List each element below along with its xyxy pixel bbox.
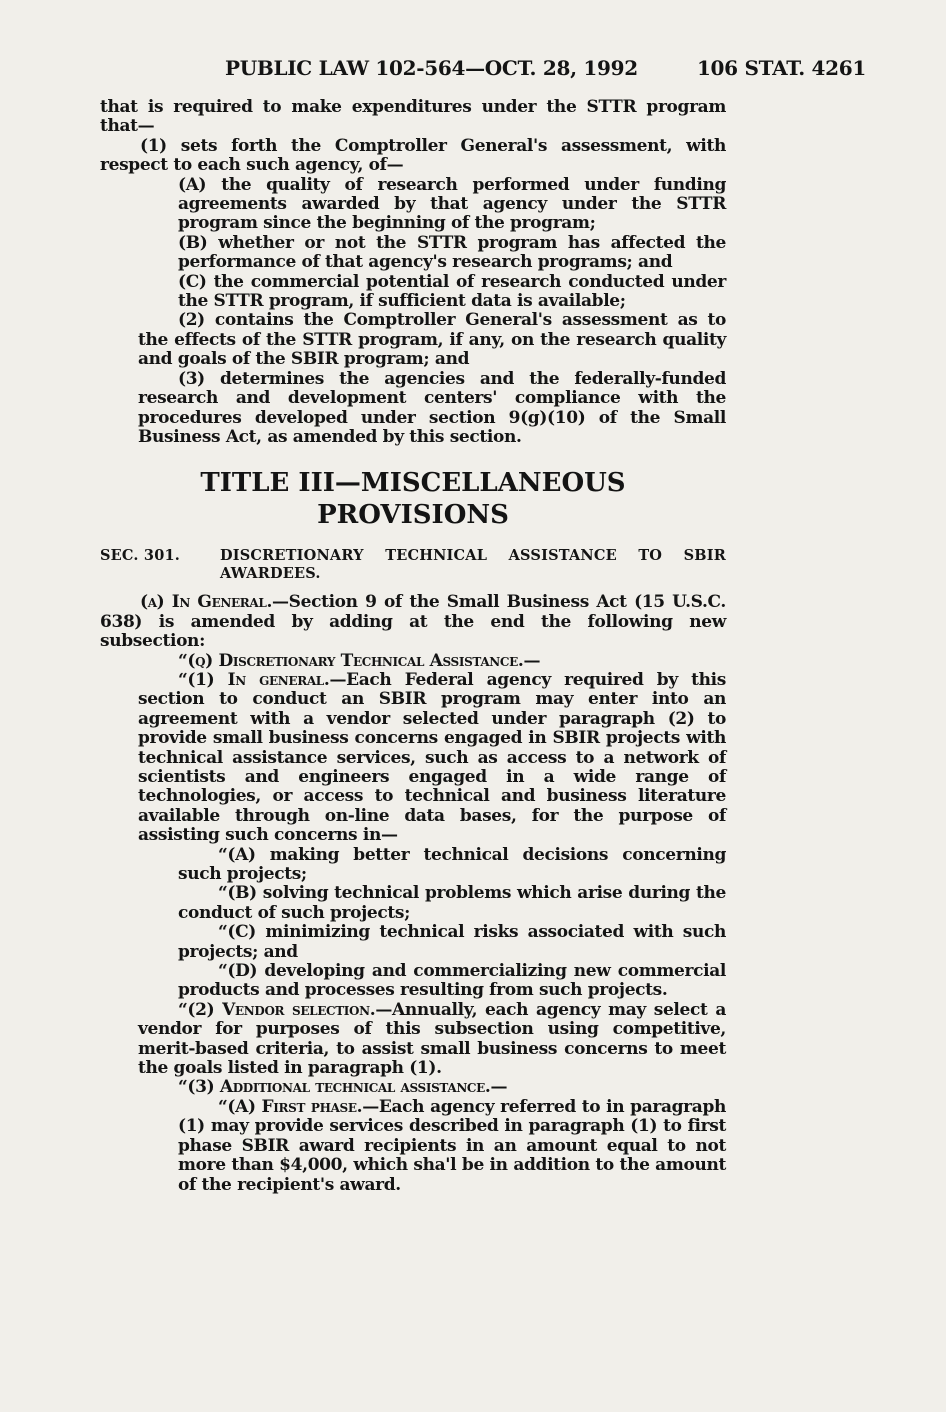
paragraph-q3-heading: “(3) Additional technical assistance.— xyxy=(178,1077,508,1098)
section-number: SEC. 301. xyxy=(100,547,181,565)
paragraph-q1D: “(D) developing and commercializing new commercial products and processes resulting from such projects. xyxy=(178,961,726,1001)
paragraph-q2-heading: “(2) Vendor selection. xyxy=(178,999,376,1020)
paragraph-intro: that is required to make expenditures under the STTR program that— xyxy=(100,97,726,137)
paragraph-q1 xyxy=(100,671,726,846)
title-line-1: TITLE III—MISCELLANEOUS xyxy=(200,468,626,499)
paragraph-q3A-heading: “(A) First phase. xyxy=(218,1096,363,1117)
paragraph-2: (2) contains the Comptroller General's assessment as to the effects of the STTR program, if any, on the research quality and goals of the SBIR program; and xyxy=(138,310,726,370)
paragraph-q1C: “(C) minimizing technical risks associated with such projects; and xyxy=(178,922,726,962)
section-title: DISCRETIONARY TECHNICAL ASSISTANCE TO SBIR AWARDEES. xyxy=(220,547,726,583)
subsection-a xyxy=(100,593,726,651)
paragraph-q1A: “(A) making better technical decisions concerning such projects; xyxy=(178,844,726,884)
paragraph-1c: (C) the commercial potential of research conducted under the STTR program, if sufficient data is available; xyxy=(178,271,726,312)
title-line-2: PROVISIONS xyxy=(317,500,509,531)
paragraph-q2-text: —Annually, each agency may select a vendor for purposes of this subsection using competitive, merit-based criteria, to assist small business concerns to meet the goals listed in paragraph (1). xyxy=(138,999,726,1079)
paragraph-q1-heading: “(1) In general. xyxy=(178,669,330,690)
page-header xyxy=(100,56,866,86)
subsection-q-heading: “(q) Discretionary Technical Assistance.— xyxy=(178,650,541,671)
paragraph-q2 xyxy=(100,1001,726,1079)
paragraph-3: (3) determines the agencies and the federally-funded research and development centers' compliance with the procedures developed under section 9(g)(10) of the Small Business Act, as amended by this section. xyxy=(138,368,726,447)
subsection-a-heading: (a) In General. xyxy=(140,592,273,613)
paragraph-1b: (B) whether or not the STTR program has affected the performance of that agency's research programs; and xyxy=(178,232,726,273)
paragraph-1: (1) sets forth the Comptroller General's assessment, with respect to each such agency, of— xyxy=(100,135,726,176)
title-heading xyxy=(100,467,726,531)
paragraph-q1-text: —Each Federal agency required by this section to conduct an SBIR program may enter into an agreement with a vendor selected under paragraph (2) to provide small business concerns engaged in SBIR projects with technical assistance services, such as access to a network of scientists and engineers engaged in a wide range of technologies, or access to technical and business literature available through on-line data bases, for the purpose of assisting such concerns in— xyxy=(138,669,726,846)
paragraph-q3A xyxy=(100,1098,726,1195)
header-stat-page: 106 STAT. 4261 xyxy=(696,56,866,80)
document-body xyxy=(100,98,726,1195)
paragraph-q3A-text: —Each agency referred to in paragraph (1) may provide services described in paragraph (1) to first phase SBIR award recipients in an amount equal to not more than $4,000, which sha'l be in addition to the amount of the recipient's award. xyxy=(178,1096,726,1195)
subsection-a-text: —Section 9 of the Small Business Act (15 U.S.C. 638) is amended by adding at the end the following new subsection: xyxy=(100,592,726,652)
paragraph-q1B: “(B) solving technical problems which arise during the conduct of such projects; xyxy=(178,883,726,923)
section-heading xyxy=(100,547,726,583)
header-citation: PUBLIC LAW 102-564—OCT. 28, 1992 xyxy=(225,56,638,80)
paragraph-1a: (A) the quality of research performed under funding agreements awarded by that agency under the STTR program since the beginning of the program; xyxy=(178,174,726,234)
